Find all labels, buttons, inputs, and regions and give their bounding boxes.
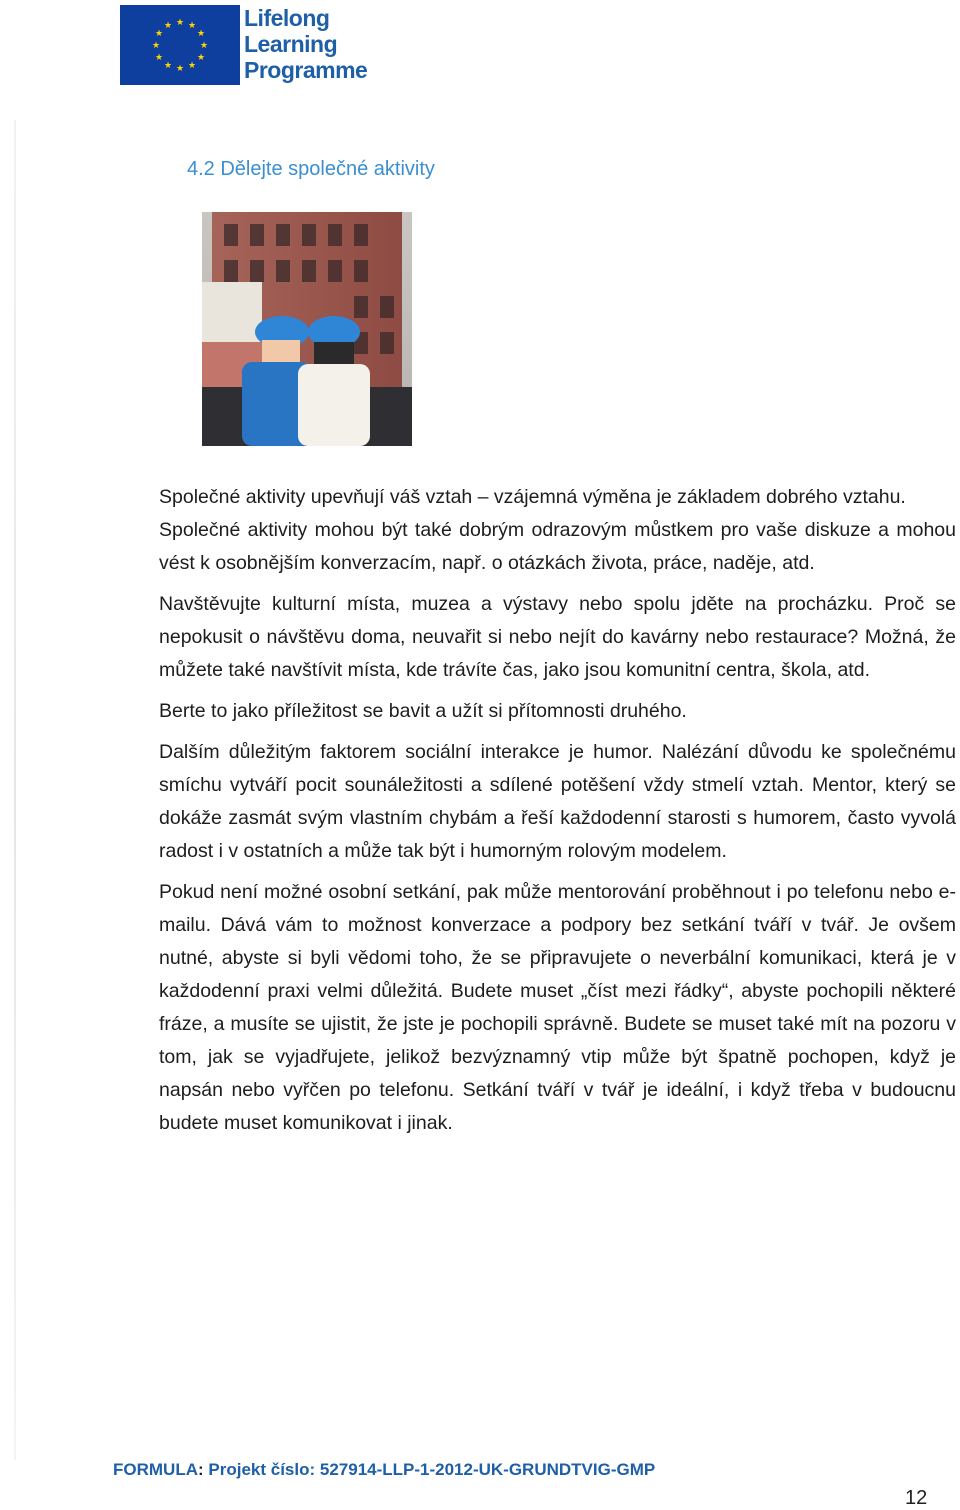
- page-edge-shadow: [14, 120, 16, 1460]
- svg-text:★: ★: [187, 61, 197, 71]
- paragraph-6: Pokud není možné osobní setkání, pak může mentorování proběhnout i po telefonu nebo e-mailu. Dává vám to možnost konverzace a podpory bez setkání tváří v tvář. Je ovšem nutné, abyste si byli vědomi toho, že se připravujete o neverbální komunikaci, která je v každodenní praxi velmi důležitá. Budete muset „číst mezi řádky“, abyste pochopili některé fráze, a musíte se ujistit, že jste je pochopili správně. Budete se muset také mít na pozoru v tom, jak se vyjadřujete, jelikož bezvýznamný vtip může být špatně pochopen, když je napsán nebo vyřčen po telefonu. Setkání tváří v tvář je ideální, i když třeba v budoucnu budete muset komunikovat i jinak.: [159, 881, 956, 1134]
- svg-text:★: ★: [196, 53, 206, 63]
- footer-separator: :: [197, 1460, 204, 1479]
- svg-text:★: ★: [196, 29, 206, 39]
- svg-text:★: ★: [163, 61, 173, 71]
- section-heading: 4.2 Dělejte společné aktivity: [187, 158, 435, 180]
- logo-wordmark: [244, 5, 367, 83]
- svg-text:★: ★: [175, 18, 185, 28]
- svg-text:★: ★: [151, 41, 161, 51]
- lifelong-learning-logo: [120, 5, 390, 85]
- paragraph-4: Berte to jako příležitost se bavit a užít si přítomnosti druhého.: [159, 700, 687, 722]
- playmobil-photo: [202, 212, 412, 446]
- svg-text:★: ★: [154, 29, 164, 39]
- paragraph-1: Společné aktivity upevňují váš vztah – vzájemná výměna je základem dobrého vztahu.: [159, 486, 906, 508]
- svg-text:★: ★: [187, 21, 197, 31]
- svg-text:★: ★: [199, 41, 209, 51]
- footer-project-number: Projekt číslo: 527914-LLP-1-2012-UK-GRUNDTVIG-GMP: [208, 1460, 656, 1479]
- logo-line-3: Programme: [244, 57, 368, 83]
- paragraph-2: Společné aktivity mohou být také dobrým odrazovým můstkem pro vaše diskuze a mohou vést k osobnějším konverzacím, např. o otázkách života, práce, naděje, atd.: [159, 519, 956, 574]
- white-figure: [298, 316, 370, 446]
- eu-flag-icon: [120, 5, 240, 85]
- body-text: [159, 481, 956, 1140]
- svg-text:★: ★: [175, 64, 185, 74]
- paragraph-5: Dalším důležitým faktorem sociální interakce je humor. Nalézání důvodu ke společnému smíchu vytváří pocit sounáležitosti a sdílené potěšení vždy stmelí vztah. Mentor, který se dokáže zasmát svým vlastním chybám a řeší každodenní starosti s humorem, často vyvolá radost i v ostatních a může tak být i humorným rolovým modelem.: [159, 741, 956, 862]
- svg-text:★: ★: [154, 53, 164, 63]
- page-number: 12: [905, 1487, 928, 1509]
- svg-text:★: ★: [163, 21, 173, 31]
- footer-project: [113, 1460, 655, 1480]
- paragraph-3: Navštěvujte kulturní místa, muzea a výstavy nebo spolu jděte na procházku. Proč se nepokusit o návštěvu doma, neuvařit si nebo nejít do kavárny nebo restaurace? Možná, že můžete také navštívit místa, kde trávíte čas, jako jsou komunitní centra, škola, atd.: [159, 593, 956, 681]
- footer-label: FORMULA: [113, 1460, 198, 1479]
- logo-line-2: Learning: [244, 31, 338, 57]
- logo-line-1: Lifelong: [244, 5, 330, 31]
